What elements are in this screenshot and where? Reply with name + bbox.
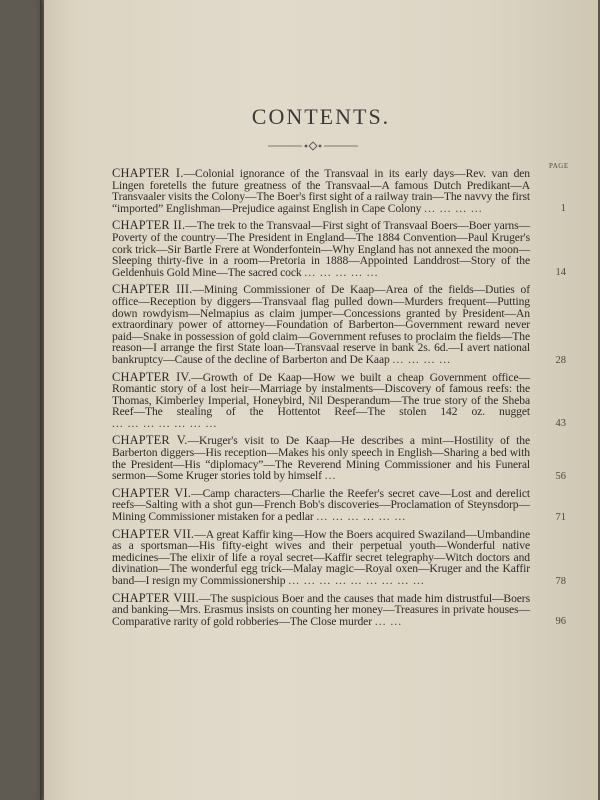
toc-entry-chapter-2 <box>112 218 566 279</box>
toc-entry-chapter-7 <box>112 526 566 587</box>
ornament-diamond <box>309 142 317 150</box>
chapter-summary: —The trek to the Transvaal—First sight of Transvaal Boers—Boer yarns—Poverty of the country—The President in England—The 1884 Convention—Paul Kruger's cork trick—Sir Bartle Frere at Wonderfontein—Why England has not annexed the moon—Sleeping thirty-five in a room—Pretoria in 1888—Appointed Landdrost—Story of the Geldenhuis Gold Mine—The sacred cock <box>112 219 530 279</box>
chapter-summary: —A great Kaffir king—How the Boers acquired Swaziland—Umbandine as a sportsman—His fifty-eight wives and their perpetual youth—Wonderful native medicines—The elixir of life a royal secret—Kaffir secret telegraphy—Witch doctors and divination—The wonderful egg trick—Malay magic—Royal oxen—Kruger and the Kaffir band—I resign my Commissionership <box>112 527 530 587</box>
chapter-label: CHAPTER III. <box>112 282 193 297</box>
dot-leaders: ... ... ... ... ... ... <box>316 510 407 524</box>
toc-entry-text <box>112 485 558 524</box>
chapter-label: CHAPTER VIII. <box>112 590 199 605</box>
chapter-label: CHAPTER VI. <box>112 485 192 500</box>
dot-leaders: ... <box>324 469 337 483</box>
page-number: 96 <box>555 616 566 628</box>
toc-entry-chapter-8 <box>112 590 566 628</box>
page-column-label: PAGE <box>549 162 569 170</box>
chapter-summary: —Camp characters—Charlie the Reefer's secret cave—Lost and derelict reefs—Salting with a shot gun—French Bob's discoveries—Proclamation of Steynsdorp—Mining Commissioner mistaken for a pedlar <box>112 486 531 524</box>
page-number: 71 <box>555 511 566 523</box>
chapter-label: CHAPTER V. <box>112 433 188 448</box>
ornament-dot-left <box>305 145 308 148</box>
toc-entry-chapter-4 <box>112 369 566 430</box>
toc-entry-text <box>112 220 558 278</box>
page-number: 78 <box>555 575 566 587</box>
toc-entry-chapter-3 <box>112 282 566 366</box>
chapter-label: CHAPTER II. <box>112 218 186 233</box>
dot-leaders: ... ... <box>374 614 403 628</box>
dot-leaders: ... ... ... ... ... ... ... ... ... <box>288 574 425 587</box>
page-number: 28 <box>555 354 566 366</box>
table-of-contents <box>112 166 566 633</box>
page-number: 56 <box>555 470 566 482</box>
chapter-summary: —Mining Commissioner of De Kaap—Area of the fields—Duties of office—Reception by diggers—Transvaal flag pulled down—Murders frequent—Putting down rowdyism—Nelmapius as claim jumper—Concessions granted by President—An extraordinary power of attorney—Foundation of Barberton—Government reward never paid—Snake in possession of gold claim—Government refuses to proclaim the fields—The reason—I arrange the first State loan—Transvaal reserve in bank 2s. 6d.—I avert national bankruptcy—Cause of the decline of Barberton and De Kaap <box>112 283 530 366</box>
dot-leaders: ... ... ... ... <box>392 352 451 366</box>
dot-leaders: ... ... ... ... ... ... ... <box>112 416 218 430</box>
page-number: 14 <box>555 267 566 279</box>
toc-entry-text <box>112 590 558 628</box>
ornament-divider <box>268 140 358 152</box>
chapter-summary: —Kruger's visit to De Kaap—He describes a mint—Hostility of the Barberton diggers—His reception—Makes his only speech in English—Sharing a bed with the President—His “diplomacy”—The Reverend Mining Commissioner and his Funeral sermon—Some Kruger stories told by himself <box>112 434 531 483</box>
toc-entry-chapter-1 <box>112 166 566 215</box>
chapter-summary: —Growth of De Kaap—How we built a cheap Government office—Romantic story of a lost heir—Marriage by instalments—Discovery of famous reefs: the Thomas, Kimberley Imperial, Honeybird, Nil Desperandum—The true story of the Sheba Reef—The stealing of the Hottentot Reef—The stolen 142 oz. nugget <box>112 370 530 419</box>
chapter-summary: —The suspicious Boer and the causes that made him distrustful—Boers and banking—Mrs. Erasmus insists on counting her money—Treasures in private houses—Comparative rarity of gold robberies—The Close murder <box>112 591 530 628</box>
chapter-label: CHAPTER I. <box>112 166 184 180</box>
toc-entry-chapter-5 <box>112 433 566 483</box>
ornament-dot-right <box>319 145 322 148</box>
page-number: 43 <box>555 418 566 430</box>
toc-entry-text <box>112 284 558 365</box>
chapter-summary: —Colonial ignorance of the Transvaal in its early days—Rev. van den Lingen foretells the future greatness of the Transvaal—A famous Dutch Predikant—A Transvaaler visits the Colony—The Boer's first sight of a railway train—The navvy the first “imported” Englishman—Prejudice against English in Cape Colony <box>112 167 531 215</box>
chapter-label: CHAPTER VII. <box>112 526 195 541</box>
chapter-label: CHAPTER IV. <box>112 369 192 384</box>
toc-entry-chapter-6 <box>112 485 566 524</box>
toc-entry-text <box>112 369 558 430</box>
dot-leaders: ... ... ... ... ... <box>304 265 379 279</box>
dot-leaders: ... ... ... ... <box>424 201 483 215</box>
page-title: CONTENTS. <box>251 104 391 129</box>
page-number: 1 <box>560 203 566 215</box>
toc-entry-text <box>112 435 558 481</box>
toc-entry-text <box>112 168 558 214</box>
toc-entry-text <box>112 526 558 587</box>
